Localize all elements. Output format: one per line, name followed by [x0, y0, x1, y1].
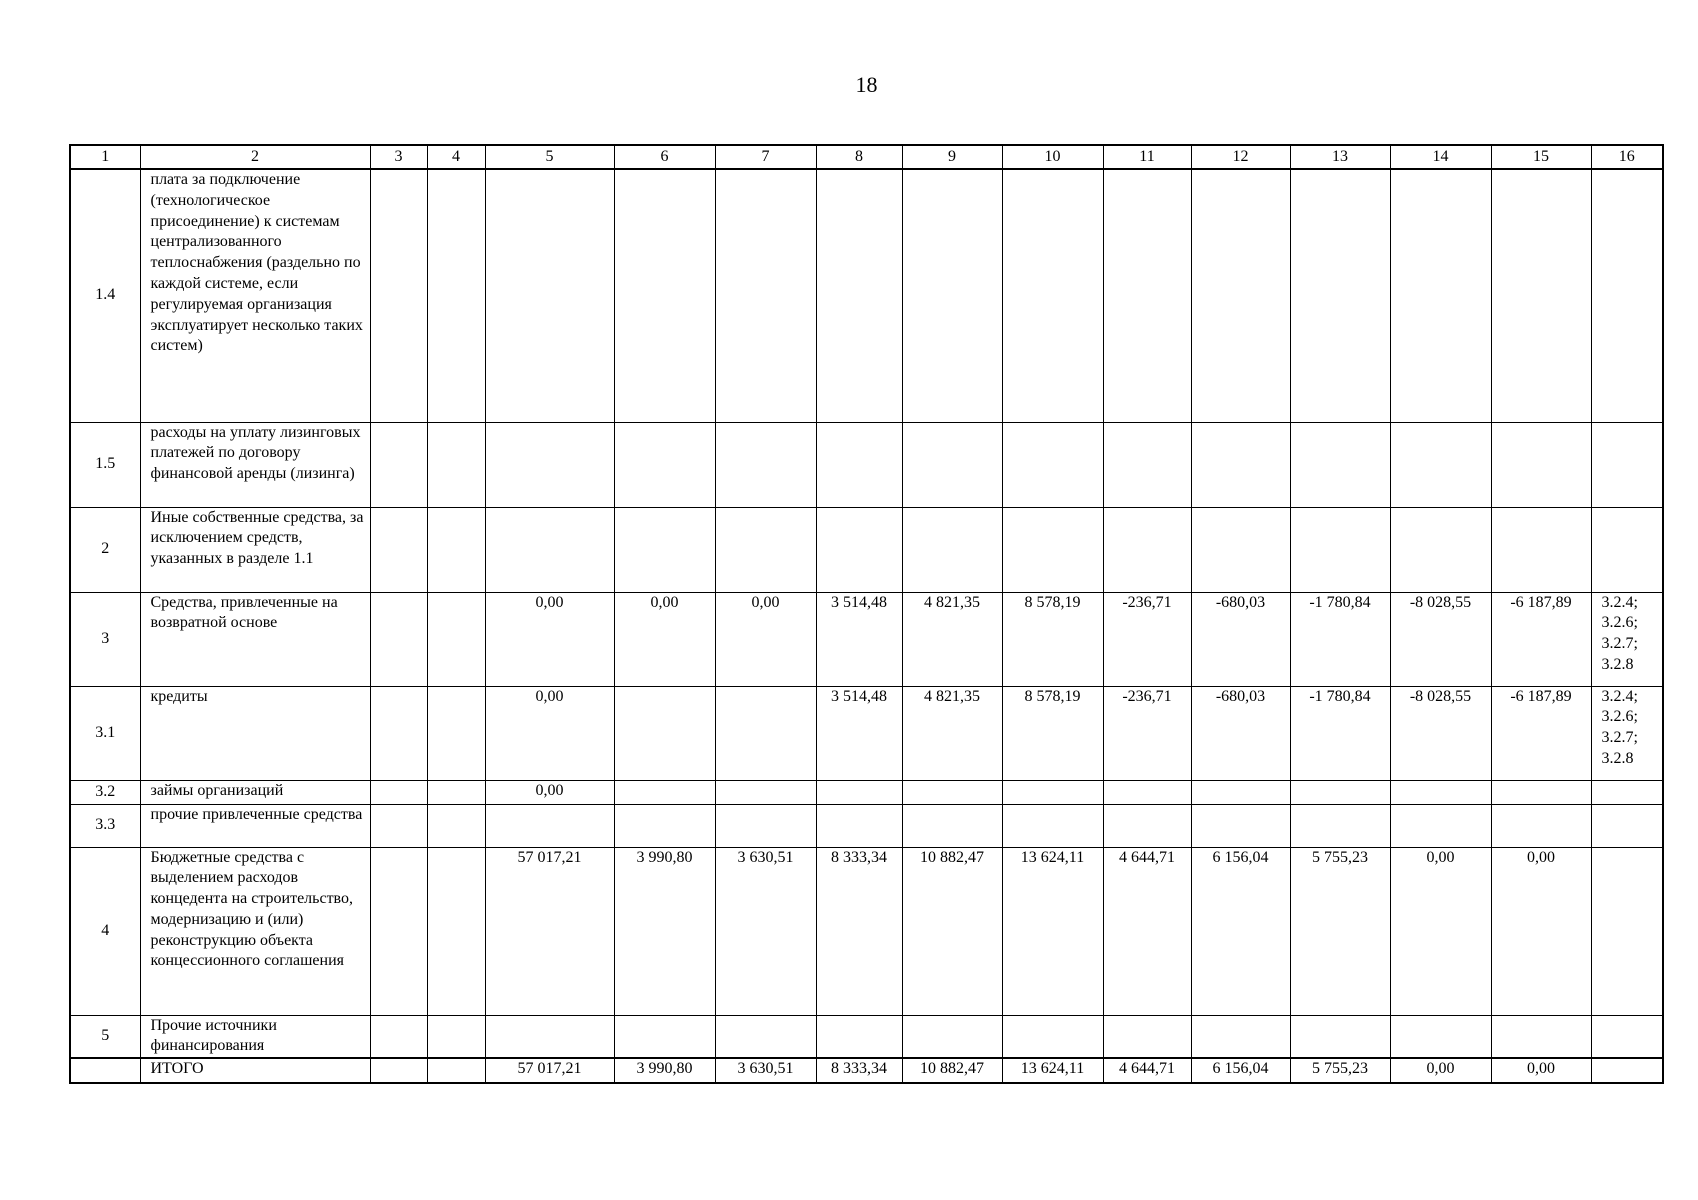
- header-cell: 11: [1103, 145, 1191, 169]
- header-cell: 8: [816, 145, 902, 169]
- value-cell: [816, 422, 902, 507]
- value-cell: [1103, 507, 1191, 592]
- value-cell: [1191, 507, 1290, 592]
- value-cell: [1290, 804, 1390, 847]
- reference-cell: [1591, 422, 1663, 507]
- value-cell: [370, 422, 427, 507]
- value-cell: [715, 1015, 816, 1058]
- value-cell: [816, 804, 902, 847]
- value-cell: [370, 780, 427, 804]
- value-cell: [1491, 169, 1591, 422]
- value-cell: [370, 804, 427, 847]
- value-cell: [1103, 780, 1191, 804]
- value-cell: 0,00: [485, 592, 614, 686]
- header-cell: 12: [1191, 145, 1290, 169]
- value-cell: -1 780,84: [1290, 592, 1390, 686]
- row-number: 3.1: [70, 686, 140, 780]
- value-cell: [370, 686, 427, 780]
- value-cell: [1103, 804, 1191, 847]
- table-row: [70, 592, 1663, 686]
- value-cell: 0,00: [715, 592, 816, 686]
- value-cell: 0,00: [485, 780, 614, 804]
- value-cell: [485, 422, 614, 507]
- header-cell: 9: [902, 145, 1002, 169]
- header-cell: 7: [715, 145, 816, 169]
- reference-cell: [1591, 847, 1663, 1015]
- reference-cell: [1591, 780, 1663, 804]
- value-cell: [816, 169, 902, 422]
- value-cell: [1191, 169, 1290, 422]
- row-name: плата за подключение (технологическое присоединение) к системам централизованного теплоснабжения (раздельно по каждой системе, если регулируемая организация эксплуатирует несколько таких систем): [140, 169, 370, 422]
- value-cell: [1290, 507, 1390, 592]
- value-cell: 5 755,23: [1290, 1058, 1390, 1083]
- row-name: расходы на уплату лизинговых платежей по договору финансовой аренды (лизинга): [140, 422, 370, 507]
- value-cell: 0,00: [1491, 1058, 1591, 1083]
- value-cell: [715, 780, 816, 804]
- row-number: 3.3: [70, 804, 140, 847]
- reference-cell: [1591, 169, 1663, 422]
- value-cell: [1191, 1015, 1290, 1058]
- value-cell: -236,71: [1103, 686, 1191, 780]
- value-cell: 13 624,11: [1002, 847, 1103, 1015]
- value-cell: 4 644,71: [1103, 847, 1191, 1015]
- value-cell: -680,03: [1191, 592, 1290, 686]
- value-cell: [816, 780, 902, 804]
- row-name: прочие привлеченные средства: [140, 804, 370, 847]
- row-number: 1.5: [70, 422, 140, 507]
- value-cell: [715, 507, 816, 592]
- value-cell: [1491, 804, 1591, 847]
- value-cell: [1390, 780, 1491, 804]
- value-cell: [370, 1058, 427, 1083]
- header-cell: 3: [370, 145, 427, 169]
- reference-cell: [1591, 804, 1663, 847]
- value-cell: [614, 169, 715, 422]
- header-cell: 4: [427, 145, 485, 169]
- table-row: [70, 847, 1663, 1015]
- reference-cell: 3.2.4; 3.2.6; 3.2.7; 3.2.8: [1591, 592, 1663, 686]
- value-cell: [485, 804, 614, 847]
- value-cell: [427, 847, 485, 1015]
- value-cell: [715, 686, 816, 780]
- value-cell: [427, 169, 485, 422]
- value-cell: [614, 780, 715, 804]
- reference-cell: [1591, 1058, 1663, 1083]
- value-cell: 0,00: [1491, 847, 1591, 1015]
- value-cell: 6 156,04: [1191, 847, 1290, 1015]
- row-name: Средства, привлеченные на возвратной основе: [140, 592, 370, 686]
- value-cell: [1290, 780, 1390, 804]
- header-cell: 10: [1002, 145, 1103, 169]
- value-cell: [1191, 422, 1290, 507]
- row-number: 3: [70, 592, 140, 686]
- value-cell: [1002, 169, 1103, 422]
- value-cell: [1390, 169, 1491, 422]
- value-cell: -1 780,84: [1290, 686, 1390, 780]
- value-cell: 3 514,48: [816, 592, 902, 686]
- value-cell: [902, 169, 1002, 422]
- value-cell: 3 514,48: [816, 686, 902, 780]
- value-cell: [902, 804, 1002, 847]
- value-cell: [427, 1058, 485, 1083]
- value-cell: 57 017,21: [485, 1058, 614, 1083]
- table-row: [70, 422, 1663, 507]
- value-cell: [1491, 1015, 1591, 1058]
- value-cell: [715, 422, 816, 507]
- value-cell: 6 156,04: [1191, 1058, 1290, 1083]
- value-cell: [1390, 804, 1491, 847]
- value-cell: [816, 507, 902, 592]
- value-cell: [816, 1015, 902, 1058]
- value-cell: [1191, 780, 1290, 804]
- table-row: [70, 507, 1663, 592]
- value-cell: 4 821,35: [902, 686, 1002, 780]
- value-cell: [715, 169, 816, 422]
- value-cell: 8 333,34: [816, 847, 902, 1015]
- table-row: [70, 780, 1663, 804]
- value-cell: [427, 686, 485, 780]
- row-name: Иные собственные средства, за исключением средств, указанных в разделе 1.1: [140, 507, 370, 592]
- value-cell: [427, 780, 485, 804]
- value-cell: 13 624,11: [1002, 1058, 1103, 1083]
- value-cell: [485, 507, 614, 592]
- value-cell: [1290, 422, 1390, 507]
- value-cell: [614, 1015, 715, 1058]
- reference-cell: [1591, 507, 1663, 592]
- value-cell: [902, 507, 1002, 592]
- value-cell: -6 187,89: [1491, 686, 1591, 780]
- value-cell: 4 644,71: [1103, 1058, 1191, 1083]
- value-cell: [370, 592, 427, 686]
- header-cell: 15: [1491, 145, 1591, 169]
- value-cell: 0,00: [1390, 847, 1491, 1015]
- table-row: [70, 169, 1663, 422]
- value-cell: 3 990,80: [614, 1058, 715, 1083]
- header-cell: 5: [485, 145, 614, 169]
- value-cell: [1290, 169, 1390, 422]
- value-cell: -6 187,89: [1491, 592, 1591, 686]
- value-cell: 0,00: [485, 686, 614, 780]
- header-cell: 1: [70, 145, 140, 169]
- header-cell: 2: [140, 145, 370, 169]
- value-cell: -236,71: [1103, 592, 1191, 686]
- value-cell: 8 578,19: [1002, 686, 1103, 780]
- value-cell: 3 630,51: [715, 847, 816, 1015]
- value-cell: [370, 847, 427, 1015]
- row-name: займы организаций: [140, 780, 370, 804]
- value-cell: 8 578,19: [1002, 592, 1103, 686]
- table-row: [70, 804, 1663, 847]
- value-cell: [1491, 780, 1591, 804]
- value-cell: 10 882,47: [902, 847, 1002, 1015]
- value-cell: [1390, 422, 1491, 507]
- reference-cell: 3.2.4; 3.2.6; 3.2.7; 3.2.8: [1591, 686, 1663, 780]
- header-cell: 13: [1290, 145, 1390, 169]
- value-cell: [1002, 422, 1103, 507]
- row-number: 5: [70, 1015, 140, 1058]
- value-cell: [902, 422, 1002, 507]
- row-number: 4: [70, 847, 140, 1015]
- value-cell: 0,00: [614, 592, 715, 686]
- value-cell: [1103, 169, 1191, 422]
- row-name: Прочие источники финансирования: [140, 1015, 370, 1058]
- row-name: ИТОГО: [140, 1058, 370, 1083]
- value-cell: -8 028,55: [1390, 686, 1491, 780]
- value-cell: [1002, 780, 1103, 804]
- value-cell: [427, 507, 485, 592]
- value-cell: [1103, 422, 1191, 507]
- row-number: 1.4: [70, 169, 140, 422]
- value-cell: [902, 1015, 1002, 1058]
- value-cell: [614, 422, 715, 507]
- value-cell: [1002, 507, 1103, 592]
- financing-table: [69, 144, 1664, 1084]
- table-row: [70, 686, 1663, 780]
- value-cell: [427, 1015, 485, 1058]
- value-cell: [1002, 1015, 1103, 1058]
- value-cell: [427, 422, 485, 507]
- value-cell: 3 990,80: [614, 847, 715, 1015]
- row-number: [70, 1058, 140, 1083]
- value-cell: 57 017,21: [485, 847, 614, 1015]
- value-cell: [1002, 804, 1103, 847]
- value-cell: 10 882,47: [902, 1058, 1002, 1083]
- value-cell: [370, 507, 427, 592]
- total-row: [70, 1058, 1663, 1083]
- value-cell: [427, 804, 485, 847]
- value-cell: [1390, 1015, 1491, 1058]
- value-cell: [715, 804, 816, 847]
- reference-cell: [1591, 1015, 1663, 1058]
- row-number: 2: [70, 507, 140, 592]
- header-row: [70, 145, 1663, 169]
- value-cell: -8 028,55: [1390, 592, 1491, 686]
- value-cell: 8 333,34: [816, 1058, 902, 1083]
- value-cell: [1491, 422, 1591, 507]
- value-cell: [370, 169, 427, 422]
- value-cell: [485, 169, 614, 422]
- header-cell: 6: [614, 145, 715, 169]
- header-cell: 14: [1390, 145, 1491, 169]
- value-cell: 3 630,51: [715, 1058, 816, 1083]
- value-cell: [1390, 507, 1491, 592]
- value-cell: -680,03: [1191, 686, 1290, 780]
- value-cell: [427, 592, 485, 686]
- value-cell: [1491, 507, 1591, 592]
- value-cell: [1191, 804, 1290, 847]
- row-name: кредиты: [140, 686, 370, 780]
- row-number: 3.2: [70, 780, 140, 804]
- value-cell: [1290, 1015, 1390, 1058]
- value-cell: [1103, 1015, 1191, 1058]
- table-row: [70, 1015, 1663, 1058]
- value-cell: 4 821,35: [902, 592, 1002, 686]
- row-name: Бюджетные средства с выделением расходов концедента на строительство, модернизацию и (или) реконструкцию объекта концессионного соглашения: [140, 847, 370, 1015]
- value-cell: [485, 1015, 614, 1058]
- value-cell: [370, 1015, 427, 1058]
- value-cell: [902, 780, 1002, 804]
- value-cell: 0,00: [1390, 1058, 1491, 1083]
- value-cell: [614, 507, 715, 592]
- page-number: 18: [855, 72, 878, 97]
- header-cell: 16: [1591, 145, 1663, 169]
- value-cell: 5 755,23: [1290, 847, 1390, 1015]
- value-cell: [614, 804, 715, 847]
- value-cell: [614, 686, 715, 780]
